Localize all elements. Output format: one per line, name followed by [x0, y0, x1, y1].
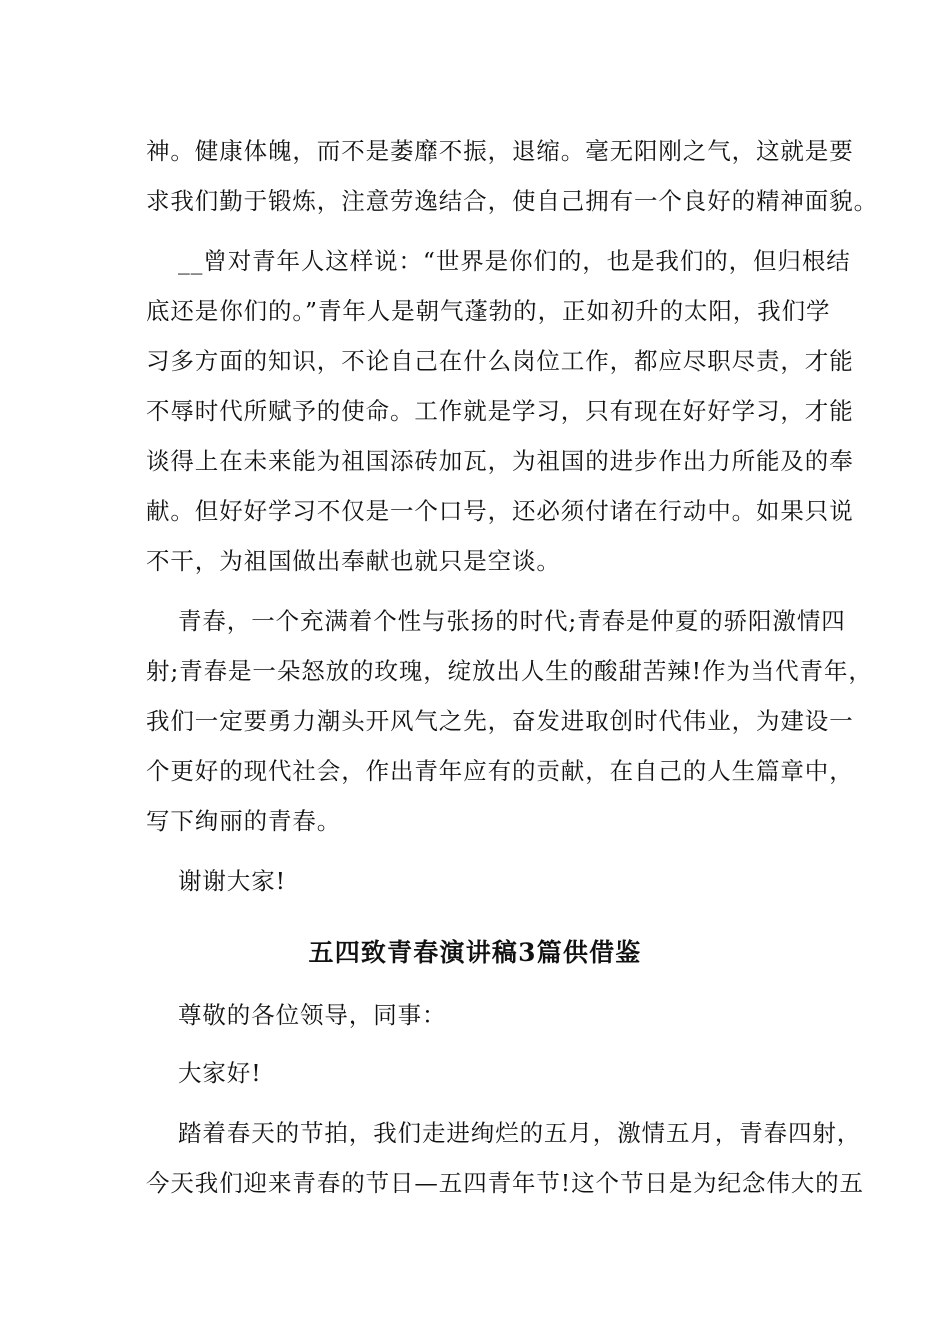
continuation-line-2: 求我们勤于锻炼，注意劳逸结合，使自己拥有一个良好的精神面貌。 [146, 187, 878, 215]
greeting-line: 大家好! [178, 1059, 262, 1087]
quote-paragraph-line-2: 底还是你们的。”青年人是朝气蓬勃的，正如初升的太阳，我们学 [146, 297, 831, 325]
salutation-line: 尊敬的各位领导，同事： [178, 1001, 447, 1029]
quote-paragraph-line-6: 献。但好好学习不仅是一个口号，还必须付诸在行动中。如果只说 [146, 497, 854, 525]
youth-paragraph-line-5: 写下绚丽的青春。 [146, 807, 342, 835]
quote-paragraph-line-5: 谈得上在未来能为祖国添砖加瓦，为祖国的进步作出力所能及的奉 [146, 447, 854, 475]
quote-paragraph-line-3: 习多方面的知识，不论自己在什么岗位工作，都应尽职尽责，才能 [146, 347, 854, 375]
may-paragraph-line-1: 踏着春天的节拍，我们走进绚烂的五月，激情五月，青春四射， [178, 1119, 862, 1147]
youth-paragraph-line-4: 个更好的现代社会，作出青年应有的贡献，在自己的人生篇章中， [146, 757, 854, 785]
youth-paragraph-line-2: 射;青春是一朵怒放的玫瑰，绽放出人生的酸甜苦辣!作为当代青年， [146, 657, 873, 685]
youth-paragraph-line-3: 我们一定要勇力潮头开风气之先，奋发进取创时代伟业，为建设一 [146, 707, 854, 735]
may-paragraph-line-2: 今天我们迎来青春的节日—五四青年节!这个节日是为纪念伟大的五 [146, 1169, 864, 1197]
quote-paragraph-line-1: __曾对青年人这样说：“世界是你们的，也是我们的，但归根结 [178, 247, 851, 275]
section-title: 五四致青春演讲稿3篇供借鉴 [308, 938, 642, 967]
youth-paragraph-line-1: 青春，一个充满着个性与张扬的时代;青春是仲夏的骄阳激情四 [178, 607, 846, 635]
quote-paragraph-line-7: 不干，为祖国做出奉献也就只是空谈。 [146, 547, 561, 575]
thanks-line: 谢谢大家! [178, 867, 286, 895]
quote-paragraph-line-4: 不辱时代所赋予的使命。工作就是学习，只有现在好好学习，才能 [146, 397, 854, 425]
continuation-line-1: 神。健康体魄，而不是萎靡不振，退缩。毫无阳刚之气，这就是要 [146, 137, 854, 165]
